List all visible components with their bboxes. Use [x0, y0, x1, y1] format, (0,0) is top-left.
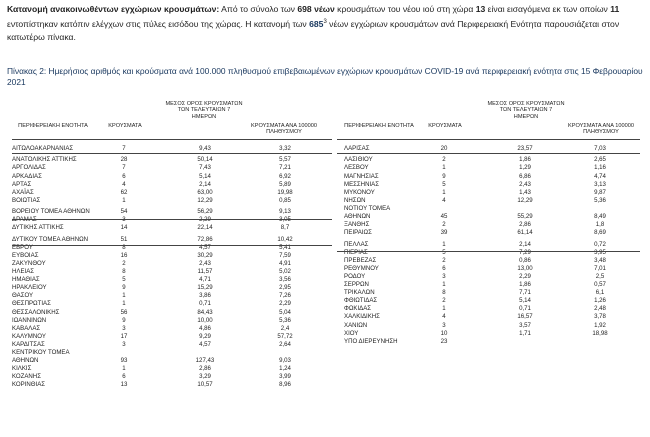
right-cell-r14-c3: 7,01 [594, 264, 606, 272]
intro-paragraph: Κατανομή ανακοινωθέντων εγχώριων κρουσμάτων: Από το σύνολο των 698 νέων κρουσμάτων του νέου ιού στη χώρα 13 είναι εισαγόμενα εκ των οποίων 11 εντοπίστηκαν κατόπιν ελέγχων στις πύλες εισόδου της χώρας. Η κατανομή των $685^3$ νέων εγχώριων κρουσμάτων ανά Περιφερειακή Ενότητα παρουσιάζεται στον κατωτέρω πίνακα. [7, 4, 620, 42]
left-cell-r19-c3: 5,04 [279, 308, 291, 316]
right-cell-r23-c0: ΥΠΟ ΔΙΕΡΕΥΝΗΣΗ [344, 337, 398, 345]
right-cell-r13-c0: ΠΡΕΒΕΖΑΣ [344, 256, 377, 264]
header-region-left: ΠΕΡΙΦΕΡΕΙΑΚΗ ΕΝΟΤΗΤΑ [18, 123, 88, 129]
right-cell-r15-c3: 2,5 [595, 272, 605, 280]
left-cell-r1-c1: 28 [120, 156, 128, 164]
right-cell-r12-c0: ΠΙΕΡΙΑΣ [344, 248, 368, 256]
left-cell-r9-c2: 22,14 [197, 224, 213, 232]
right-group-rule [337, 153, 640, 154]
right-cell-r15-c2: 2,29 [519, 272, 531, 280]
right-cell-r13-c2: 0,86 [519, 256, 531, 264]
left-cell-r10-c2: 72,86 [197, 235, 213, 243]
right-cell-r2-c2: 1,29 [519, 164, 531, 172]
left-cell-r21-c3: 2,4 [280, 324, 290, 332]
total-new-cases: 698 νέων [297, 4, 335, 14]
left-cell-r25-c2: 127,43 [195, 357, 215, 365]
left-cell-r13-c0: ΖΑΚΥΝΘΟΥ [12, 259, 46, 267]
header-region-right: ΠΕΡΙΦΕΡΕΙΑΚΗ ΕΝΟΤΗΤΑ [344, 123, 414, 129]
left-group-rule [12, 153, 332, 154]
domestic-cases: 685 [309, 18, 324, 29]
right-cell-r6-c1: 4 [442, 196, 446, 204]
right-cell-r15-c0: ΡΟΔΟΥ [344, 272, 366, 280]
right-cell-r14-c2: 13,00 [517, 264, 533, 272]
header-per100k-left: ΚΡΟΥΣΜΑΤΑ ΑΝΑ 100000 ΠΛΗΘΥΣΜΟΥ [251, 123, 317, 136]
header-per100k-right: ΚΡΟΥΣΜΑΤΑ ΑΝΑ 100000 ΠΛΗΘΥΣΜΟΥ [568, 123, 634, 136]
left-cell-r26-c2: 2,86 [199, 365, 211, 373]
header-avg-right: ΜΕΣΟΣ ΟΡΟΣ ΚΡΟΥΣΜΑΤΩΝ ΤΩΝ ΤΕΛΕΥΤΑΙΩΝ 7 ΗΜΕΡΩΝ [487, 101, 565, 120]
left-cell-r17-c1: 1 [122, 292, 126, 300]
left-cell-r18-c3: 2,29 [279, 300, 291, 308]
table-caption: Πίνακας 2: Ημερήσιος αριθμός και κρούσματα ανά 100.000 πληθυσμού επιβεβαιωμένων εγχώριων κρουσμάτων COVID-19 ανά περιφερειακή ενότητα στις 15 Φεβρουαρίου 2021 [7, 66, 643, 87]
right-cell-r6-c2: 12,29 [517, 196, 533, 204]
left-cell-r16-c2: 15,29 [197, 284, 213, 292]
left-cell-r5-c2: 63,00 [197, 188, 213, 196]
right-cell-r1-c3: 2,65 [594, 156, 606, 164]
right-cell-r21-c3: 1,92 [594, 321, 606, 329]
left-cell-r12-c3: 7,59 [279, 251, 291, 259]
left-cell-r23-c1: 3 [122, 340, 126, 348]
header-cases-left: ΚΡΟΥΣΜΑΤΑ [108, 123, 142, 129]
left-cell-r10-c0: ΔΥΤΙΚΟΥ ΤΟΜΕΑ ΑΘΗΝΩΝ [12, 235, 89, 243]
left-cell-r20-c1: 9 [122, 316, 126, 324]
left-cell-r28-c2: 10,57 [197, 381, 213, 389]
right-cell-r21-c1: 3 [442, 321, 446, 329]
right-cell-r22-c2: 1,71 [519, 329, 531, 337]
right-cell-r20-c2: 16,57 [517, 313, 533, 321]
header-rule-right [337, 139, 640, 140]
right-cell-r12-c3: 3,95 [594, 248, 606, 256]
right-cell-r5-c1: 1 [442, 188, 446, 196]
left-cell-r17-c3: 7,26 [279, 292, 291, 300]
right-cell-r8-c3: 8,49 [594, 213, 606, 220]
left-cell-r5-c3: 19,98 [277, 188, 293, 196]
left-cell-r3-c1: 6 [122, 172, 126, 180]
left-cell-r12-c1: 16 [120, 251, 128, 259]
left-cell-r21-c0: ΚΑΒΑΛΑΣ [12, 324, 41, 332]
right-cell-r3-c3: 4,74 [594, 172, 606, 180]
right-cell-r6-c3: 5,36 [594, 196, 606, 204]
right-cell-r16-c0: ΣΕΡΡΩΝ [344, 281, 369, 288]
right-cell-r18-c2: 5,14 [519, 297, 531, 305]
right-cell-r9-c2: 2,86 [519, 221, 531, 229]
left-cell-r17-c2: 3,86 [199, 292, 211, 300]
left-cell-r16-c0: ΗΡΑΚΛΕΙΟΥ [12, 284, 47, 292]
left-cell-r4-c1: 4 [122, 180, 126, 188]
right-cell-r10-c0: ΠΕΙΡΑΙΩΣ [344, 229, 372, 237]
left-cell-r13-c2: 2,43 [199, 259, 211, 267]
left-group-rule [12, 219, 332, 220]
right-cell-r17-c1: 8 [442, 289, 446, 297]
left-cell-r25-c1: 93 [120, 357, 128, 365]
right-group-rule [337, 251, 640, 252]
left-cell-r20-c2: 10,00 [197, 316, 213, 324]
left-cell-r22-c2: 9,29 [199, 332, 211, 340]
left-cell-r5-c1: 62 [120, 188, 128, 196]
left-cell-r9-c3: 8,7 [280, 224, 290, 232]
intro-title: Κατανομή ανακοινωθέντων εγχώριων κρουσμάτων: [7, 4, 220, 14]
left-cell-r9-c0: ΔΥΤΙΚΗΣ ΑΤΤΙΚΗΣ [12, 224, 64, 232]
right-cell-r9-c0: ΞΑΝΘΗΣ [344, 221, 370, 229]
footnote-ref: 3 [323, 19, 327, 25]
right-cell-r4-c3: 3,13 [594, 180, 606, 188]
imported-cases: 13 [475, 4, 486, 14]
left-cell-r1-c3: 5,57 [279, 156, 291, 164]
right-cell-r13-c1: 2 [442, 256, 446, 264]
left-cell-r6-c2: 12,29 [197, 196, 213, 204]
right-cell-r17-c2: 7,71 [519, 289, 531, 297]
left-cell-r6-c0: ΒΟΙΩΤΙΑΣ [12, 196, 41, 204]
right-cell-r11-c0: ΠΕΛΛΑΣ [344, 240, 369, 248]
right-cell-r12-c2: 7,29 [519, 248, 531, 256]
left-cell-r15-c3: 3,56 [279, 276, 291, 284]
left-cell-r9-c1: 14 [120, 224, 128, 232]
left-cell-r8-c2: 2,29 [199, 216, 211, 224]
left-cell-r26-c0: ΚΙΛΚΙΣ [12, 365, 32, 373]
left-cell-r10-c3: 10,42 [277, 235, 293, 243]
left-cell-r8-c0: ΔΡΑΜΑΣ [12, 216, 37, 224]
right-cell-r0-c1: 20 [440, 145, 448, 152]
left-cell-r7-c1: 54 [120, 208, 128, 216]
right-cell-r5-c3: 9,87 [594, 188, 606, 196]
left-cell-r13-c1: 2 [122, 259, 126, 267]
left-cell-r13-c3: 4,91 [279, 259, 291, 267]
left-cell-r27-c1: 6 [122, 373, 126, 381]
left-cell-r15-c1: 5 [122, 276, 126, 284]
right-cell-r14-c0: ΡΕΘΥΜΝΟΥ [344, 264, 379, 272]
right-cell-r19-c2: 0,71 [519, 305, 531, 313]
right-cell-r8-c2: 55,29 [517, 213, 533, 220]
left-cell-r3-c0: ΑΡΚΑΔΙΑΣ [12, 172, 42, 180]
left-cell-r16-c3: 2,95 [279, 284, 291, 292]
right-cell-r16-c1: 1 [442, 281, 446, 288]
right-cell-r19-c3: 2,48 [594, 305, 606, 313]
left-cell-r0-c3: 3,32 [279, 145, 291, 152]
left-cell-r7-c0: ΒΟΡΕΙΟΥ ΤΟΜΕΑ ΑΘΗΝΩΝ [12, 208, 90, 216]
left-cell-r18-c1: 1 [122, 300, 126, 308]
left-cell-r3-c2: 5,14 [199, 172, 211, 180]
left-cell-r27-c3: 3,99 [279, 373, 291, 381]
left-cell-r14-c2: 11,57 [197, 268, 213, 275]
right-cell-r9-c1: 2 [442, 221, 446, 229]
left-cell-r15-c2: 4,71 [199, 276, 211, 284]
right-cell-r19-c0: ΦΩΚΙΔΑΣ [344, 305, 372, 313]
right-cell-r11-c2: 2,14 [519, 240, 531, 248]
right-cell-r18-c3: 1,26 [594, 297, 606, 305]
right-cell-r4-c1: 5 [442, 180, 446, 188]
left-cell-r14-c1: 8 [122, 268, 126, 275]
right-cell-r14-c1: 6 [442, 264, 446, 272]
left-cell-r11-c0: ΕΒΡΟΥ [12, 243, 33, 251]
left-cell-r1-c2: 50,14 [197, 156, 213, 164]
right-cell-r2-c1: 1 [442, 164, 446, 172]
left-cell-r1-c0: ΑΝΑΤΟΛΙΚΗΣ ΑΤΤΙΚΗΣ [12, 156, 77, 164]
left-cell-r22-c0: ΚΑΛΥΜΝΟΥ [12, 332, 46, 340]
right-cell-r3-c1: 9 [442, 172, 446, 180]
header-cases-right: ΚΡΟΥΣΜΑΤΑ [428, 123, 462, 129]
header-rule-left [12, 139, 332, 140]
left-cell-r8-c1: 3 [122, 216, 126, 224]
right-cell-r6-c0: ΝΗΣΩΝ [344, 196, 366, 204]
right-cell-r10-c1: 39 [440, 229, 448, 237]
right-cell-r21-c0: ΧΑΝΙΩΝ [344, 321, 368, 329]
left-cell-r14-c0: ΗΛΕΙΑΣ [12, 268, 35, 275]
right-cell-r10-c2: 61,14 [517, 229, 533, 237]
right-cell-r5-c0: ΜΥΚΟΝΟΥ [344, 188, 375, 196]
right-cell-r0-c0: ΛΑΡΙΣΑΣ [344, 145, 370, 152]
right-cell-r10-c3: 8,69 [594, 229, 606, 237]
left-cell-r18-c0: ΘΕΣΠΡΩΤΙΑΣ [12, 300, 51, 308]
left-cell-r25-c0: ΑΘΗΝΩΝ [12, 357, 39, 365]
left-cell-r11-c3: 5,41 [279, 243, 291, 251]
left-cell-r24-c0: ΚΕΝΤΡΙΚΟΥ ΤΟΜΕΑ [12, 349, 70, 356]
left-cell-r0-c2: 9,43 [199, 145, 211, 152]
right-cell-r20-c3: 3,78 [594, 313, 606, 321]
left-cell-r12-c0: ΕΥΒΟΙΑΣ [12, 251, 39, 259]
right-cell-r23-c1: 23 [440, 337, 448, 345]
right-cell-r1-c0: ΛΑΣΙΘΙΟΥ [344, 156, 373, 164]
left-cell-r18-c2: 0,71 [199, 300, 211, 308]
left-cell-r21-c2: 4,86 [199, 324, 211, 332]
right-cell-r4-c0: ΜΕΣΣΗΝΙΑΣ [344, 180, 380, 188]
right-cell-r17-c3: 6,1 [595, 289, 605, 297]
left-cell-r11-c1: 8 [122, 243, 126, 251]
left-cell-r6-c1: 1 [122, 196, 126, 204]
right-cell-r7-c0: ΝΟΤΙΟΥ ΤΟΜΕΑ [344, 204, 391, 212]
left-cell-r8-c3: 3,05 [279, 216, 291, 224]
right-cell-r5-c2: 1,43 [519, 188, 531, 196]
left-cell-r10-c1: 51 [120, 235, 128, 243]
right-cell-r8-c1: 45 [440, 213, 448, 220]
right-cell-r17-c0: ΤΡΙΚΑΛΩΝ [344, 289, 375, 297]
right-cell-r11-c3: 0,72 [594, 240, 606, 248]
right-cell-r18-c0: ΦΘΙΩΤΙΔΑΣ [344, 297, 378, 305]
left-cell-r25-c3: 9,03 [279, 357, 291, 365]
left-cell-r17-c0: ΘΑΣΟΥ [12, 292, 34, 300]
right-cell-r21-c2: 3,57 [519, 321, 531, 329]
left-cell-r0-c1: 7 [122, 145, 126, 152]
right-cell-r3-c2: 6,86 [519, 172, 531, 180]
right-cell-r9-c3: 1,8 [595, 221, 605, 229]
left-cell-r6-c3: 0,85 [279, 196, 291, 204]
left-cell-r28-c1: 13 [120, 381, 128, 389]
left-cell-r26-c1: 1 [122, 365, 126, 373]
right-cell-r19-c1: 1 [442, 305, 446, 313]
right-cell-r3-c0: ΜΑΓΝΗΣΙΑΣ [344, 172, 379, 180]
left-cell-r28-c3: 8,96 [279, 381, 291, 389]
left-cell-r2-c2: 7,43 [199, 164, 211, 172]
left-cell-r7-c2: 56,29 [197, 208, 213, 216]
right-cell-r20-c1: 4 [442, 313, 446, 321]
left-cell-r22-c3: 57,72 [277, 332, 293, 340]
right-cell-r16-c2: 1,86 [519, 281, 531, 288]
left-cell-r19-c0: ΘΕΣΣΑΛΟΝΙΚΗΣ [12, 308, 60, 316]
left-cell-r7-c3: 9,13 [279, 208, 291, 216]
left-cell-r15-c0: ΗΜΑΘΙΑΣ [12, 276, 40, 284]
left-cell-r26-c3: 1,24 [279, 365, 291, 373]
gate-cases: 11 [610, 4, 620, 14]
left-cell-r19-c2: 84,43 [197, 308, 213, 316]
left-cell-r19-c1: 56 [120, 308, 128, 316]
right-cell-r2-c3: 1,16 [594, 164, 606, 172]
left-cell-r23-c0: ΚΑΡΔΙΤΣΑΣ [12, 340, 45, 348]
left-cell-r27-c0: ΚΟΖΑΝΗΣ [12, 373, 41, 381]
right-cell-r8-c0: ΑΘΗΝΩΝ [344, 213, 371, 220]
left-cell-r22-c1: 17 [120, 332, 128, 340]
left-cell-r21-c1: 3 [122, 324, 126, 332]
right-cell-r12-c1: 5 [442, 248, 446, 256]
left-cell-r2-c3: 7,21 [279, 164, 291, 172]
left-cell-r23-c2: 4,57 [199, 340, 211, 348]
right-cell-r22-c1: 10 [440, 329, 448, 337]
right-cell-r16-c3: 0,57 [594, 281, 606, 288]
left-cell-r4-c2: 2,14 [199, 180, 211, 188]
header-avg-left: ΜΕΣΟΣ ΟΡΟΣ ΚΡΟΥΣΜΑΤΩΝ ΤΩΝ ΤΕΛΕΥΤΑΙΩΝ 7 ΗΜΕΡΩΝ [165, 101, 243, 120]
right-cell-r0-c2: 23,57 [517, 145, 533, 152]
right-cell-r0-c3: 7,03 [594, 145, 606, 152]
right-cell-r1-c1: 2 [442, 156, 446, 164]
right-cell-r20-c0: ΧΑΛΚΙΔΙΚΗΣ [344, 313, 380, 321]
left-cell-r20-c0: ΙΩΑΝΝΙΝΩΝ [12, 316, 47, 324]
left-cell-r16-c1: 9 [122, 284, 126, 292]
right-cell-r15-c1: 3 [442, 272, 446, 280]
right-cell-r22-c3: 18,98 [592, 329, 608, 337]
left-cell-r5-c0: ΑΧΑΪΑΣ [12, 188, 34, 196]
left-cell-r11-c2: 4,57 [199, 243, 211, 251]
right-cell-r22-c0: ΧΙΟΥ [344, 329, 359, 337]
right-cell-r4-c2: 2,43 [519, 180, 531, 188]
left-cell-r20-c3: 5,36 [279, 316, 291, 324]
left-cell-r27-c2: 3,29 [199, 373, 211, 381]
right-cell-r11-c1: 1 [442, 240, 446, 248]
left-cell-r23-c3: 2,64 [279, 340, 291, 348]
left-cell-r3-c3: 6,92 [279, 172, 291, 180]
left-cell-r4-c0: ΑΡΤΑΣ [12, 180, 32, 188]
left-group-rule [12, 245, 332, 246]
left-cell-r28-c0: ΚΟΡΙΝΘΙΑΣ [12, 381, 46, 389]
left-cell-r0-c0: ΑΙΤΩΛΟΑΚΑΡΝΑΝΙΑΣ [12, 145, 74, 152]
left-cell-r2-c0: ΑΡΓΟΛΙΔΑΣ [12, 164, 46, 172]
right-cell-r18-c1: 2 [442, 297, 446, 305]
right-cell-r2-c0: ΛΕΣΒΟΥ [344, 164, 369, 172]
left-cell-r4-c3: 5,89 [279, 180, 291, 188]
right-cell-r1-c2: 1,86 [519, 156, 531, 164]
left-cell-r12-c2: 30,29 [197, 251, 213, 259]
right-cell-r13-c3: 3,48 [594, 256, 606, 264]
left-cell-r2-c1: 7 [122, 164, 126, 172]
left-cell-r14-c3: 5,02 [279, 268, 291, 275]
